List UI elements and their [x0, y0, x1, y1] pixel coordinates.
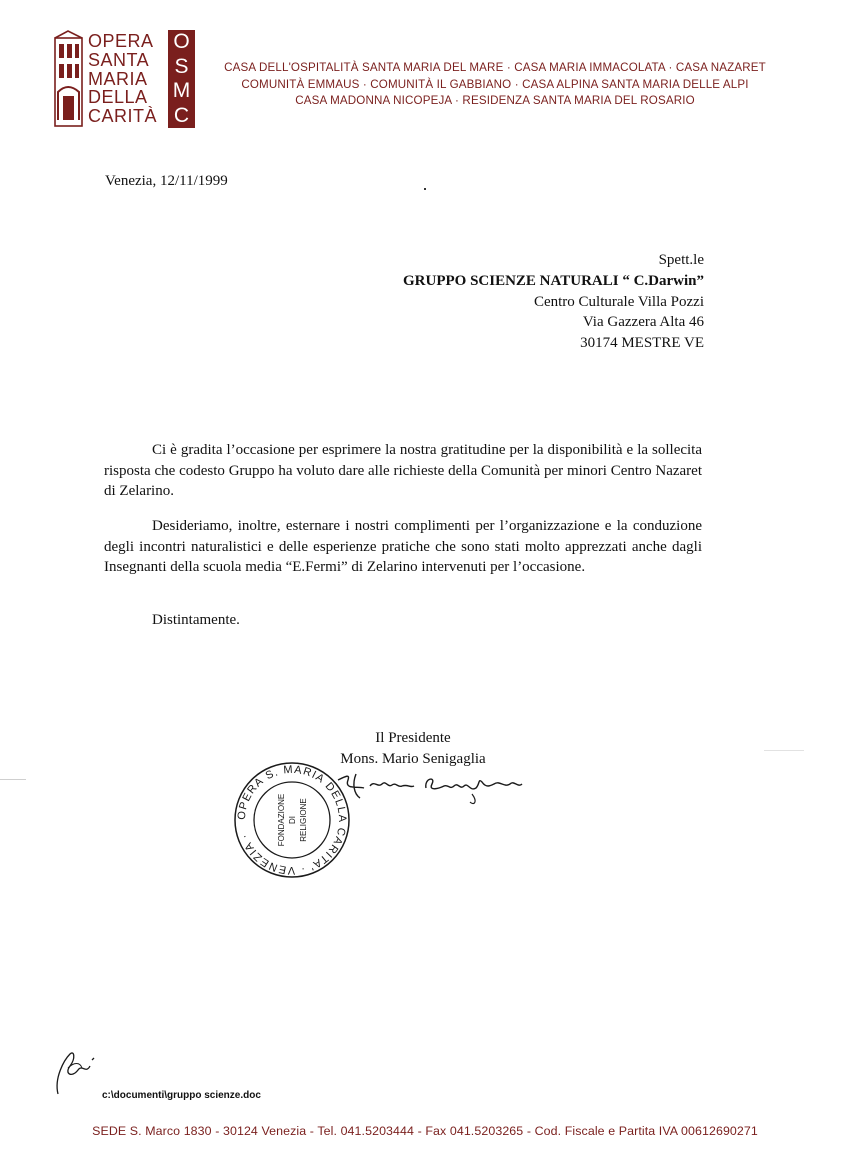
- handwritten-initials: [48, 1048, 108, 1098]
- recipient-line: Centro Culturale Villa Pozzi: [533, 293, 704, 310]
- logo-initial: C: [173, 103, 190, 127]
- scan-margin-mark: [764, 750, 804, 751]
- seal-inner-line: RELIGIONE: [299, 798, 308, 842]
- signatory-name: Mons. Mario Senigaglia: [340, 750, 486, 767]
- logo-initial: O: [173, 30, 190, 53]
- paragraph-text: Desideriamo, inoltre, esternare i nostri complimenti per l’organizzazione e la conduzione degli incontri naturalistici e delle esperienze pratiche che sono stati molto apprezzati anche dagli Insegnanti della scuola media “E.Fermi” di Zelarino intervenuti per l’occasione.: [104, 518, 702, 575]
- logo-initial: M: [172, 79, 191, 102]
- recipient-name: GRUPPO SCIENZE NATURALI “ C.Darwin”: [403, 272, 704, 289]
- logo-initials-box: [168, 30, 195, 128]
- paragraph-text: Ci è gradita l’occasione per esprimere la nostra gratitudine per la disponibilità e la sollecita risposta che codesto Gruppo ha voluto dare alle richieste della Comunità per minori Centro Nazaret di Zelarino.: [104, 442, 702, 499]
- seal-inner-line: DI: [288, 816, 297, 824]
- handwritten-signature: [328, 758, 538, 808]
- logo-line: OPERA: [88, 31, 154, 51]
- seal-outer-text: OPERA S. MARIA DELLA CARITA' · VENEZIA ·: [235, 763, 349, 877]
- recipient-line: Via Gazzera Alta 46: [582, 314, 704, 331]
- recipient-address: [403, 250, 704, 354]
- recipient-line: 30174 MESTRE VE: [580, 335, 704, 352]
- scan-margin-mark: [0, 779, 26, 780]
- recipient-salutation: Spett.le: [658, 252, 704, 268]
- logo-line: MARIA: [88, 68, 148, 89]
- houses-line: CASA DELL'OSPITALITÀ SANTA MARIA DEL MARE · CASA MARIA IMMACOLATA · CASA NAZARET: [224, 61, 766, 74]
- affiliated-houses-list: [200, 60, 790, 110]
- official-seal-stamp: [232, 760, 352, 880]
- logo-line: DELLA: [88, 87, 148, 108]
- file-reference: c:\documenti\gruppo scienze.doc: [102, 1090, 261, 1101]
- signatory-title: Il Presidente: [375, 730, 451, 746]
- houses-line: CASA MADONNA NICOPEJA · RESIDENZA SANTA MARIA DEL ROSARIO: [295, 94, 695, 107]
- building-facade-icon: [54, 30, 84, 128]
- seal-inner-line: FONDAZIONE: [277, 793, 286, 847]
- houses-line: COMUNITÀ EMMAUS · COMUNITÀ IL GABBIANO · CASA ALPINA SANTA MARIA DELLE ALPI: [241, 77, 749, 91]
- speck-mark: [424, 188, 426, 190]
- body-paragraph-2: [104, 516, 702, 578]
- closing-line: Distintamente.: [152, 612, 240, 628]
- letter-date: Venezia, 12/11/1999: [105, 173, 228, 189]
- logo-initial: S: [174, 54, 189, 78]
- logo-line: CARITÀ: [88, 106, 158, 127]
- footer-contact-info: SEDE S. Marco 1830 - 30124 Venezia - Tel. 041.5203444 - Fax 041.5203265 - Cod. Fiscale e Partita IVA 00612690271: [92, 1124, 758, 1138]
- organization-logo: [54, 30, 196, 128]
- logo-line: SANTA: [88, 49, 150, 70]
- body-paragraph-1: [104, 440, 702, 502]
